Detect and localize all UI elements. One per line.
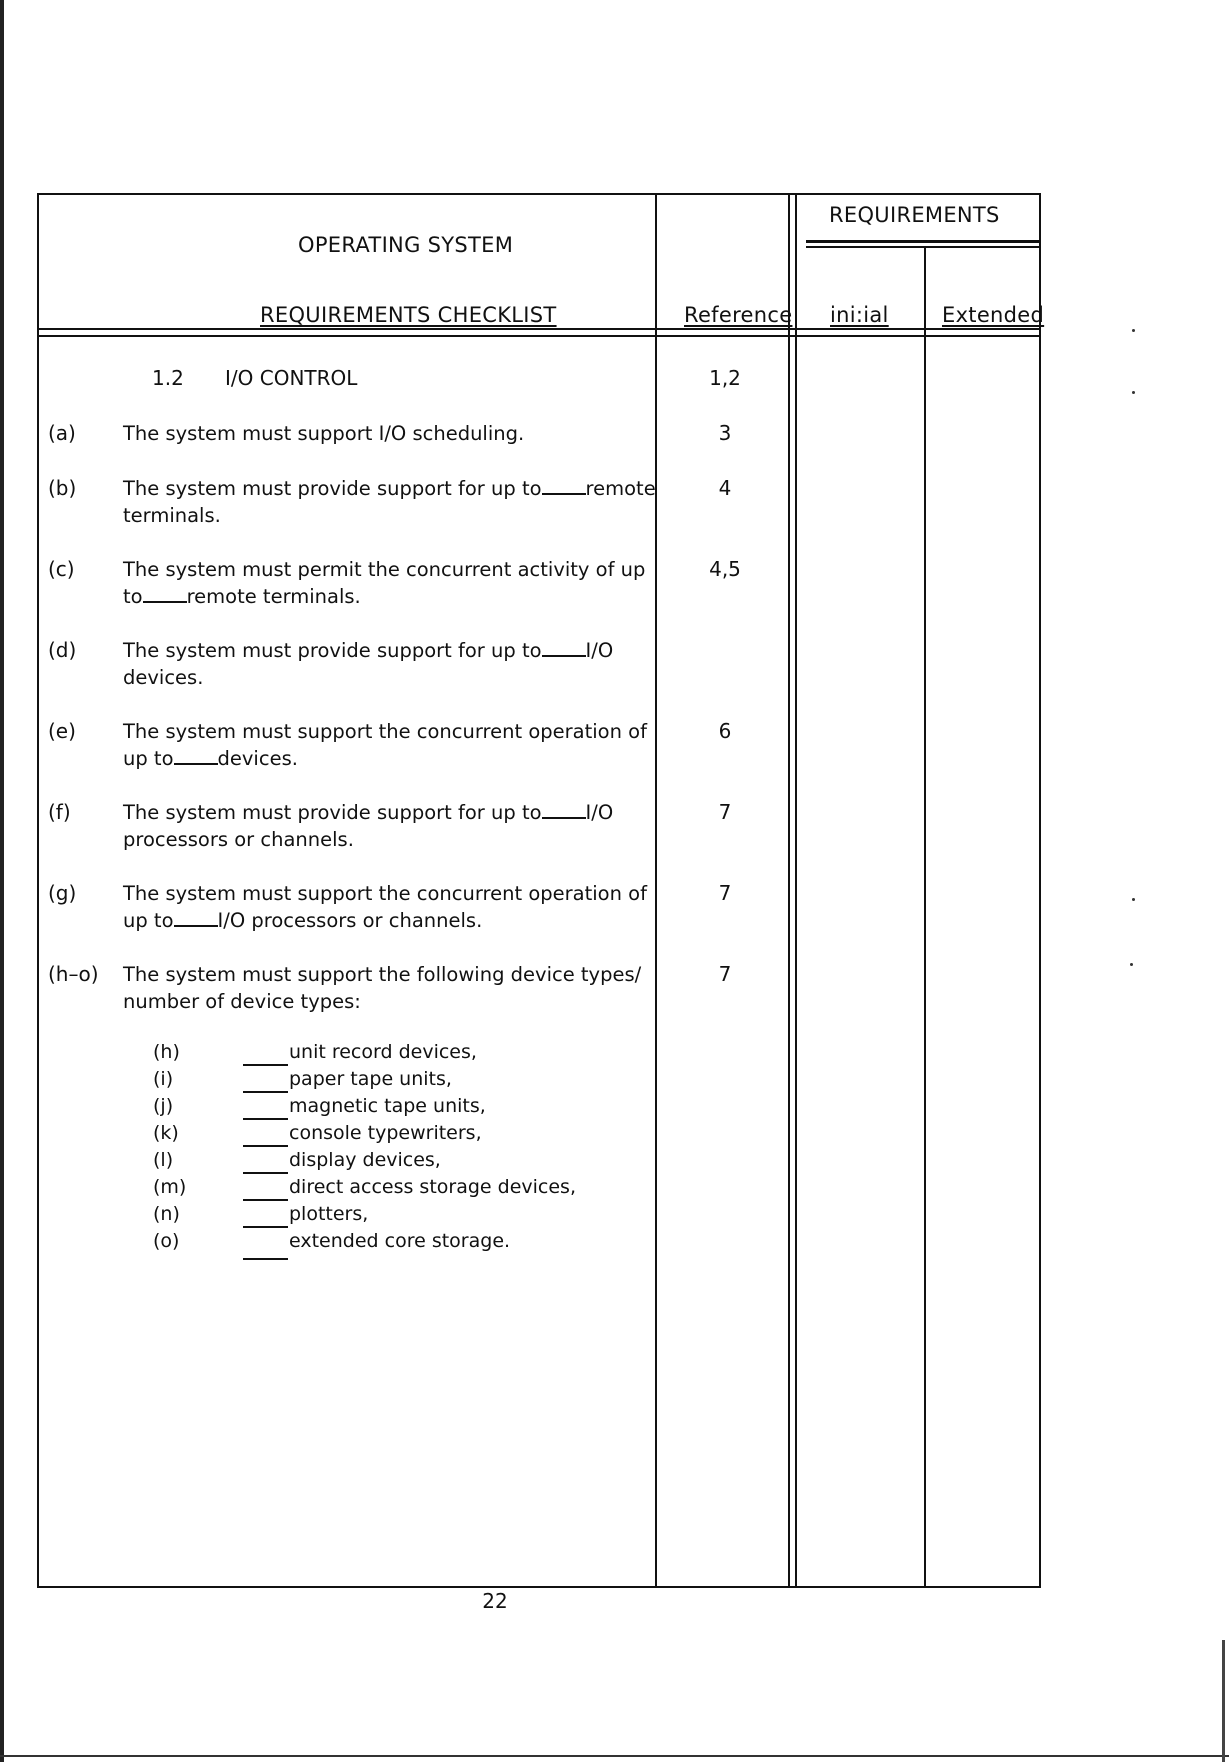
device-type-blank[interactable] — [243, 1258, 288, 1260]
item-reference: 6 — [718, 719, 732, 743]
device-type-blank[interactable] — [243, 1226, 288, 1228]
item-text — [123, 420, 663, 447]
device-type-label: (i) — [153, 1068, 174, 1090]
item-label: (e) — [48, 719, 76, 743]
item-label: (b) — [48, 476, 77, 500]
scan-edge-left — [0, 0, 4, 1762]
extended-column-header: Extended — [942, 303, 1045, 327]
item-text-before: The system must provide support for up to — [123, 477, 542, 500]
item-text-after: I/O devices. — [123, 639, 614, 689]
item-reference: 4,5 — [709, 557, 741, 581]
device-type-text: plotters, — [289, 1203, 369, 1225]
device-type-label: (m) — [153, 1176, 187, 1198]
device-type-blank[interactable] — [243, 1064, 288, 1066]
requirements-column-divider-a — [788, 193, 790, 1588]
fill-in-blank[interactable] — [542, 637, 586, 657]
reference-column-header: Reference — [684, 303, 793, 327]
device-type-text: unit record devices, — [289, 1041, 477, 1063]
device-type-label: (h) — [153, 1041, 180, 1063]
item-reference: 7 — [718, 881, 732, 905]
item-text — [123, 799, 663, 853]
item-text-after: I/O processors or channels. — [217, 909, 483, 932]
item-text-before: The system must support the following device types/ number of device types: — [123, 963, 642, 1013]
device-type-label: (j) — [153, 1095, 174, 1117]
scan-speck — [1132, 329, 1135, 332]
device-type-blank[interactable] — [243, 1172, 288, 1174]
fill-in-blank[interactable] — [542, 799, 586, 819]
requirements-header-rule — [806, 240, 1041, 243]
page-number: 22 — [482, 1589, 508, 1613]
item-text-before: The system must support I/O scheduling. — [123, 422, 525, 445]
item-label: (a) — [48, 421, 76, 445]
item-label: (h–o) — [48, 962, 99, 986]
item-text-after: devices. — [217, 747, 298, 770]
section-title: I/O CONTROL — [225, 366, 358, 390]
device-type-blank[interactable] — [243, 1118, 288, 1120]
item-text-before: The system must provide support for up to — [123, 801, 542, 824]
scan-edge-right — [1222, 1640, 1225, 1762]
item-text-after: remote terminals. — [123, 477, 656, 527]
requirements-column-divider-b — [795, 193, 797, 1588]
item-text — [123, 880, 663, 934]
device-type-text: display devices, — [289, 1149, 441, 1171]
device-type-text: paper tape units, — [289, 1068, 452, 1090]
scan-speck — [1130, 963, 1133, 966]
item-label: (c) — [48, 557, 75, 581]
item-text-before: The system must support the concurrent operation of up to — [123, 720, 647, 770]
device-type-blank[interactable] — [243, 1145, 288, 1147]
device-type-text: magnetic tape units, — [289, 1095, 486, 1117]
device-type-text: direct access storage devices, — [289, 1176, 576, 1198]
section-number: 1.2 — [152, 366, 184, 390]
item-text — [123, 556, 663, 610]
device-type-label: (n) — [153, 1203, 180, 1225]
item-text — [123, 961, 643, 1015]
device-type-label: (k) — [153, 1122, 179, 1144]
item-reference: 7 — [718, 800, 732, 824]
fill-in-blank[interactable] — [143, 583, 187, 603]
item-text-before: The system must support the concurrent operation of up to — [123, 882, 647, 932]
fill-in-blank[interactable] — [174, 745, 218, 765]
item-reference: 4 — [718, 476, 732, 500]
item-label: (d) — [48, 638, 77, 662]
scan-edge-bottom — [0, 1755, 1229, 1757]
item-text — [123, 637, 663, 691]
device-type-blank[interactable] — [243, 1199, 288, 1201]
initial-column-header: ini:ial — [830, 303, 889, 327]
scan-speck — [1132, 898, 1135, 901]
item-text-after: I/O processors or channels. — [123, 801, 614, 851]
fill-in-blank[interactable] — [174, 907, 218, 927]
item-reference: 7 — [718, 962, 732, 986]
header-rule-bottom — [37, 335, 1041, 337]
device-type-text: extended core storage. — [289, 1230, 511, 1252]
item-label: (f) — [48, 800, 71, 824]
item-reference: 3 — [718, 421, 732, 445]
header-title-line1: OPERATING SYSTEM — [298, 233, 514, 257]
item-text — [123, 718, 663, 772]
scan-speck — [1132, 391, 1135, 394]
item-text-after: remote terminals. — [186, 585, 361, 608]
device-type-label: (o) — [153, 1230, 180, 1252]
item-text — [123, 475, 663, 529]
device-type-text: console typewriters, — [289, 1122, 482, 1144]
requirements-header: REQUIREMENTS — [829, 203, 1000, 227]
header-title-line2: REQUIREMENTS CHECKLIST — [260, 303, 557, 327]
item-label: (g) — [48, 881, 77, 905]
device-type-blank[interactable] — [243, 1091, 288, 1093]
fill-in-blank[interactable] — [542, 475, 586, 495]
item-text-before: The system must provide support for up to — [123, 639, 542, 662]
device-type-label: (l) — [153, 1149, 174, 1171]
initial-extended-divider — [924, 246, 926, 1588]
section-reference: 1,2 — [709, 366, 741, 390]
item-text-before: The system must permit the concurrent activity of up to — [123, 558, 646, 608]
